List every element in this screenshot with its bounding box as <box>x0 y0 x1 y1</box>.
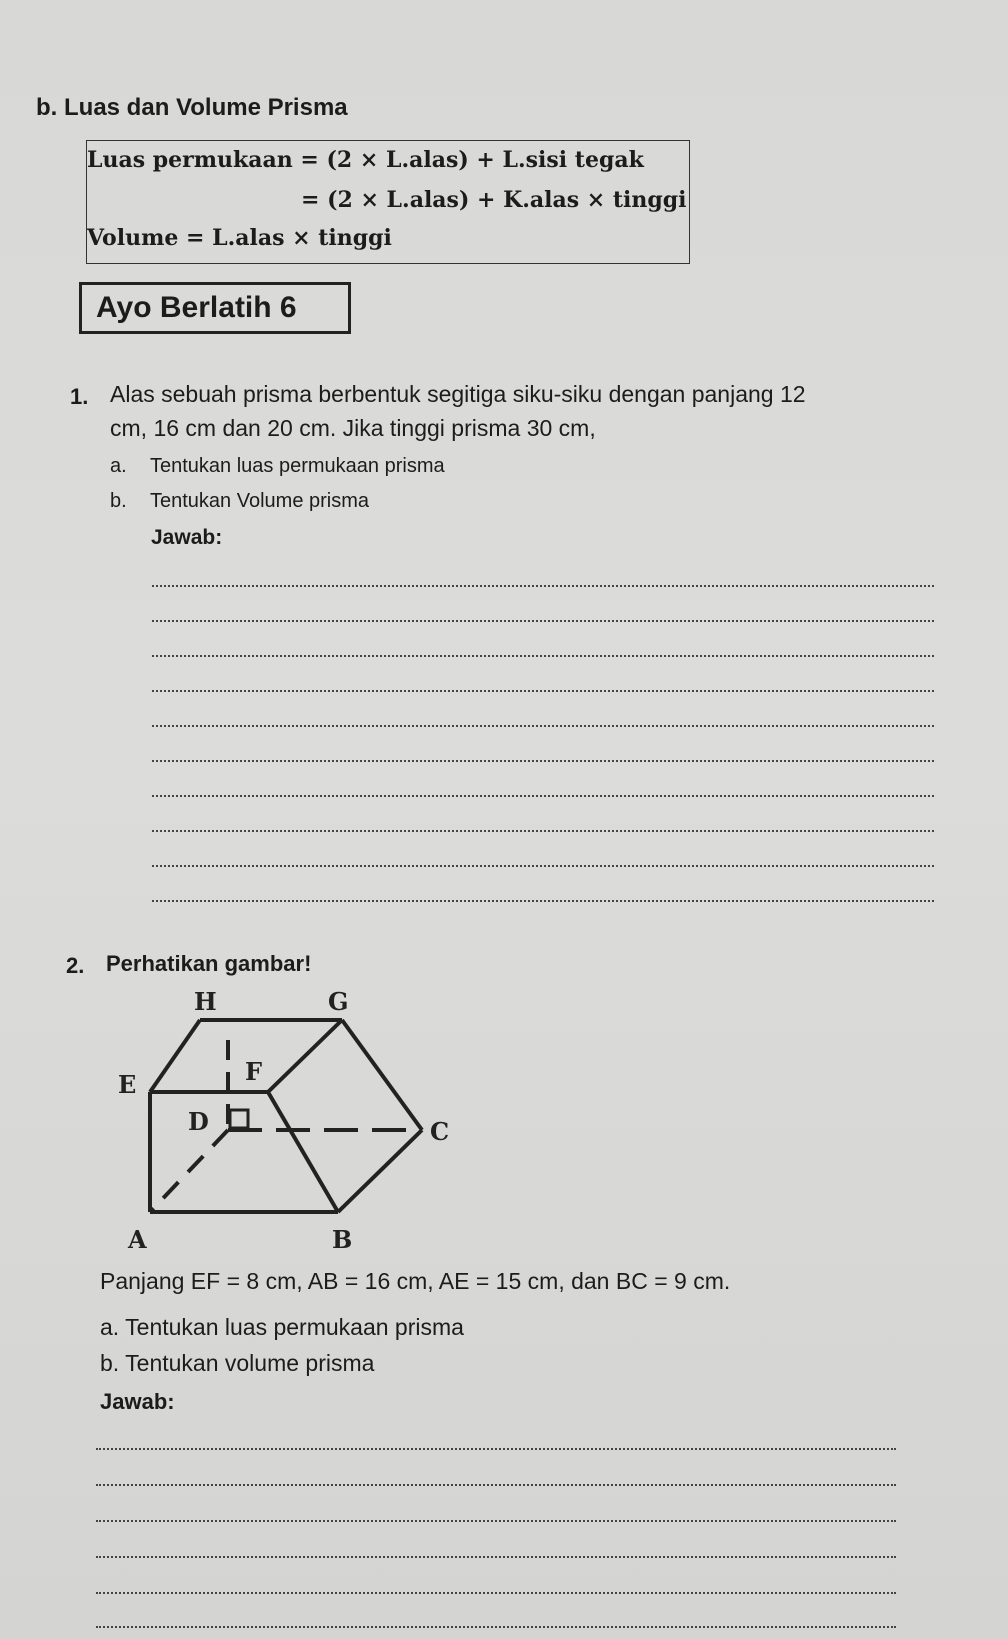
q1-part-a <box>110 455 445 478</box>
edge-eh <box>150 1020 200 1092</box>
answer-line <box>96 1520 896 1522</box>
q1-part-b <box>110 490 369 513</box>
q1-part-a-label: a. <box>110 455 127 477</box>
answer-line <box>96 1448 896 1450</box>
vertex-label-d: D <box>188 1107 209 1136</box>
q1-text-line2: cm, 16 cm dan 20 cm. Jika tinggi prisma 30 cm, <box>110 415 596 441</box>
formula-box <box>86 140 690 264</box>
q1-part-b-text: Tentukan Volume prisma <box>150 490 370 512</box>
vertex-label-b: B <box>332 1225 353 1254</box>
formula-surface-area-expanded: = (2 × L.alas) + K.alas × tinggi <box>301 187 687 213</box>
q2-heading: Perhatikan gambar! <box>106 951 312 976</box>
exercise-title: Ayo Berlatih 6 <box>79 282 351 334</box>
edge-fb <box>268 1092 338 1212</box>
q2-given: Panjang EF = 8 cm, AB = 16 cm, AE = 15 cm, dan BC = 9 cm. <box>100 1268 731 1294</box>
answer-line <box>152 655 934 657</box>
section-title: b. Luas dan Volume Prisma <box>36 94 348 121</box>
edge-gc <box>342 1020 422 1130</box>
answer-line <box>96 1592 896 1594</box>
formula-surface-area: Luas permukaan = (2 × L.alas) + L.sisi tegak <box>87 147 644 173</box>
q2-jawab-label: Jawab: <box>100 1389 175 1414</box>
answer-line <box>96 1484 896 1486</box>
vertex-label-f: F <box>245 1057 263 1086</box>
q2-part-a: a. Tentukan luas permukaan prisma <box>100 1314 464 1340</box>
vertex-label-h: H <box>194 987 217 1016</box>
answer-line <box>152 585 934 587</box>
vertex-label-c: C <box>430 1117 450 1146</box>
hidden-edge-da <box>150 1130 228 1212</box>
q1-text-line1: Alas sebuah prisma berbentuk segitiga siku-siku dengan panjang 12 <box>110 381 806 407</box>
answer-line <box>96 1556 896 1558</box>
answer-line <box>152 830 934 832</box>
vertex-label-g: G <box>328 987 349 1016</box>
right-angle-marker <box>230 1110 248 1128</box>
answer-line <box>152 795 934 797</box>
answer-line <box>152 620 934 622</box>
prism-diagram <box>100 980 480 1260</box>
answer-line <box>152 760 934 762</box>
q2-number: 2. <box>66 953 85 978</box>
answer-line <box>152 690 934 692</box>
q1-jawab-label: Jawab: <box>151 526 223 549</box>
edge-fg <box>268 1020 342 1092</box>
vertex-label-a: A <box>128 1225 147 1254</box>
q1-part-b-label: b. <box>110 490 127 512</box>
edge-bc <box>338 1130 422 1212</box>
answer-line <box>152 900 934 902</box>
q1-number: 1. <box>70 384 89 409</box>
q1-part-a-text: Tentukan luas permukaan prisma <box>150 455 445 477</box>
answer-line <box>96 1626 896 1628</box>
vertex-label-e: E <box>118 1070 137 1099</box>
answer-line <box>152 865 934 867</box>
q2-part-b: b. Tentukan volume prisma <box>100 1350 375 1376</box>
formula-volume: Volume = L.alas × tinggi <box>87 225 392 251</box>
answer-line <box>152 725 934 727</box>
